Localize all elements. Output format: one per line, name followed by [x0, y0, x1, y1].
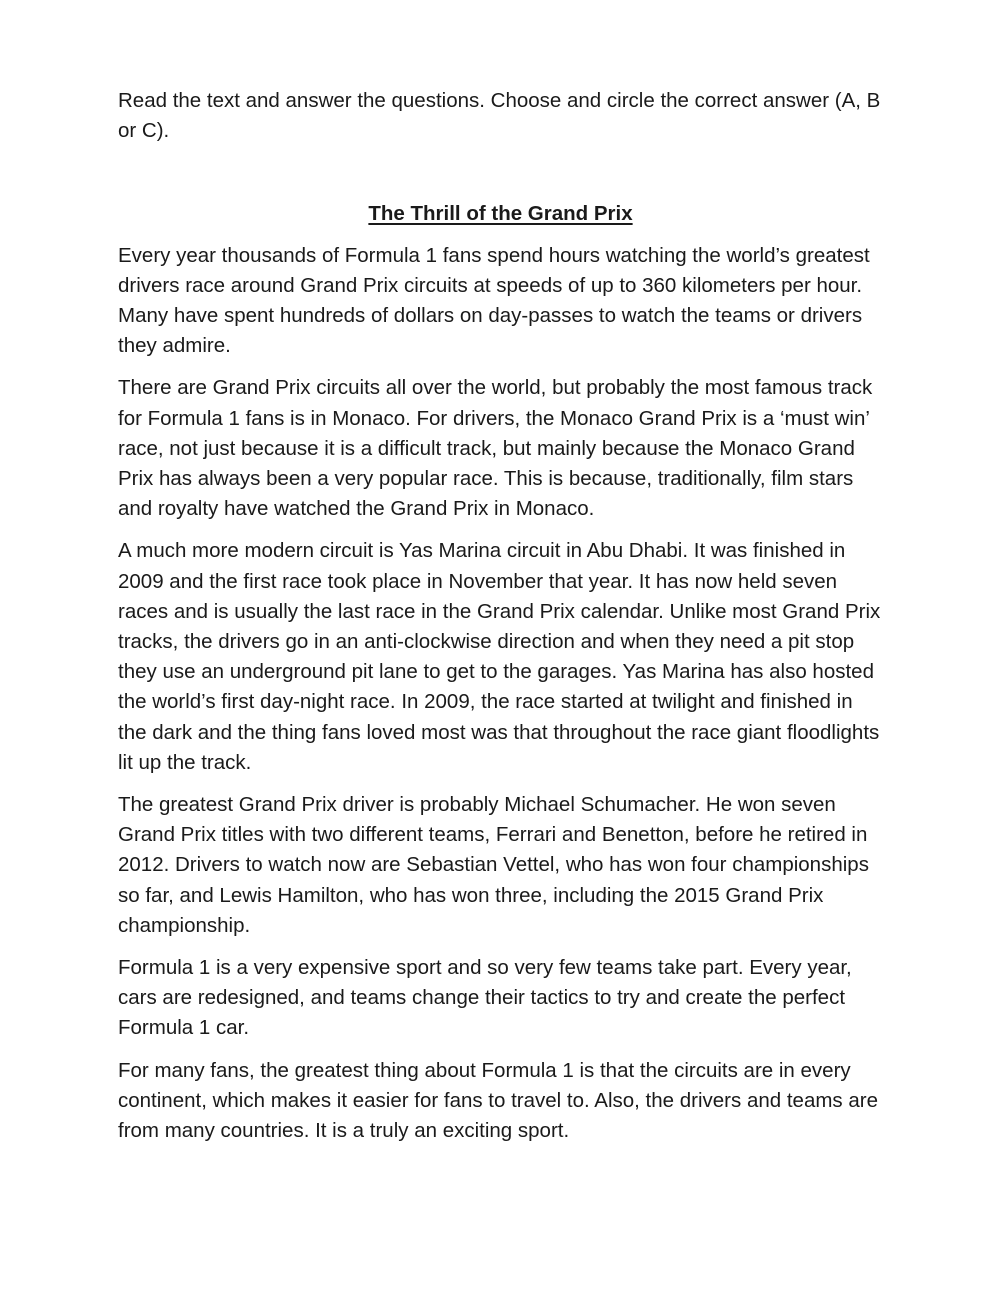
- article-title: The Thrill of the Grand Prix: [368, 202, 633, 226]
- paragraph-6: For many fans, the greatest thing about Formula 1 is that the circuits are in every continent, which makes it easier for fans to travel to. Also, the drivers and teams are from many countries. It is a truly an exciting sport.: [118, 1058, 879, 1143]
- instructions-text: Read the text and answer the questions. Choose and circle the correct answer (A, B or C).: [118, 89, 881, 143]
- paragraph-4: The greatest Grand Prix driver is probably Michael Schumacher. He won seven Grand Prix titles with two different teams, Ferrari and Benetton, before he retired in 2012. Drivers to watch now are Sebastian Vettel, who has won four championships so far, and Lewis Hamilton, who has won three, including the 2015 Grand Prix championship.: [118, 793, 869, 937]
- paragraph-1: Every year thousands of Formula 1 fans spend hours watching the world’s greatest drivers race around Grand Prix circuits at speeds of up to 360 kilometers per hour. Many have spent hundreds of dollars on day-passes to watch the teams or drivers they admire.: [118, 243, 870, 358]
- paragraph-2: There are Grand Prix circuits all over the world, but probably the most famous track for Formula 1 fans is in Monaco. For drivers, the Monaco Grand Prix is a ‘must win’ race, not just because it is a difficult track, but mainly because the Monaco Grand Prix has always been a very popular race. This is because, traditionally, film stars and royalty have watched the Grand Prix in Monaco.: [118, 376, 873, 521]
- paragraph-5: Formula 1 is a very expensive sport and so very few teams take part. Every year, cars are redesigned, and teams change their tactics to try and create the perfect Formula 1 car.: [118, 956, 852, 1040]
- paragraph-3: A much more modern circuit is Yas Marina circuit in Abu Dhabi. It was finished in 2009 and the first race took place in November that year. It has now held seven races and is usually the last race in the Grand Prix calendar. Unlike most Grand Prix tracks, the drivers go in an anti-clockwise direction and when they need a pit stop they use an underground pit lane to get to the garages. Yas Marina has also hosted the world’s first day-night race. In 2009, the race started at twilight and finished in the dark and the thing fans loved most was that throughout the race giant floodlights lit up the track.: [118, 539, 881, 774]
- document-body: [118, 86, 883, 1146]
